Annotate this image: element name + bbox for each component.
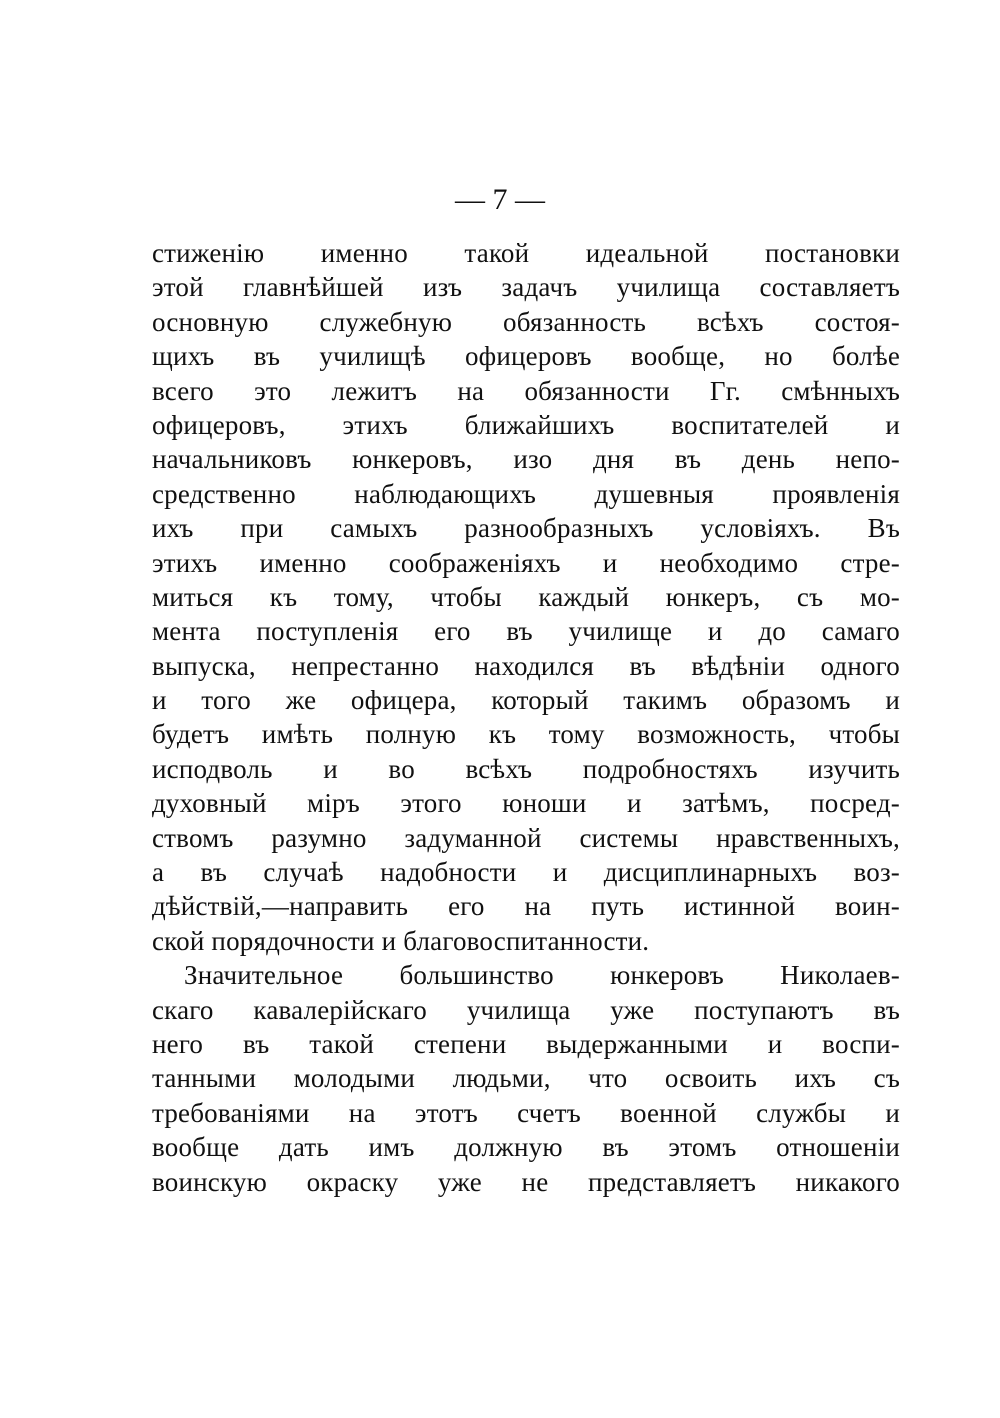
paragraph-1 [152, 236, 900, 958]
text-line: щихъ въ училищѣ офицеровъ вообще, но болѣе [152, 341, 900, 372]
text-line: и того же офицера, который такимъ образомъ и [152, 685, 900, 716]
text-line: скаго кавалерійскаго училища уже поступаютъ въ [152, 994, 900, 1025]
text-line: а въ случаѣ надобности и дисциплинарныхъ воз- [152, 857, 900, 888]
text-line: Значительное большинство юнкеровъ Николаев- [184, 960, 900, 991]
text-line: исподволь и во всѣхъ подробностяхъ изучить [152, 753, 900, 784]
text-line: выпуска, непрестанно находился въ вѣдѣніи одного [152, 650, 900, 681]
text-line: офицеровъ, этихъ ближайшихъ воспитателей и [152, 409, 900, 440]
text-line: стиженію именно такой идеальной постановки [152, 238, 900, 268]
text-line: всего это лежитъ на обязанности Гг. смѣнныхъ [152, 375, 900, 406]
text-line: этой главнѣйшей изъ задачъ училища составляетъ [152, 272, 900, 303]
text-line: вообще дать имъ должную въ этомъ отношеніи [152, 1132, 900, 1163]
text-line: танными молодыми людьми, что освоить ихъ съ [152, 1063, 900, 1094]
text-line: духовный міръ этого юноши и затѣмъ, посред- [152, 788, 900, 819]
text-line: средственно наблюдающихъ душевныя проявленія [152, 478, 900, 509]
page-number: — 7 — [455, 183, 545, 216]
text-line: него въ такой степени выдержанными и воспи- [152, 1028, 900, 1059]
paragraph-2 [152, 958, 900, 1199]
text-line: воинскую окраску уже не представляетъ никакого [152, 1166, 900, 1197]
text-line: будетъ имѣть полную къ тому возможность, чтобы [152, 719, 900, 750]
text-line: дѣйствій,—направить его на путь истинной воин- [152, 891, 900, 922]
body-text [152, 236, 900, 1199]
text-line: ской порядочности и благовоспитанности. [152, 925, 650, 956]
text-line: мента поступленія его въ училище и до самаго [152, 616, 900, 647]
text-line: ствомъ разумно задуманной системы нравственныхъ, [152, 822, 900, 853]
text-line: основную служебную обязанность всѣхъ состоя- [152, 306, 900, 337]
text-line: миться къ тому, чтобы каждый юнкеръ, съ мо- [152, 581, 900, 612]
text-line: требованіями на этотъ счетъ военной службы и [152, 1097, 900, 1128]
text-line: начальниковъ юнкеровъ, изо дня въ день непо- [152, 444, 900, 475]
text-line: ихъ при самыхъ разнообразныхъ условіяхъ. Въ [152, 513, 900, 544]
text-line: этихъ именно соображеніяхъ и необходимо стре- [152, 547, 900, 578]
